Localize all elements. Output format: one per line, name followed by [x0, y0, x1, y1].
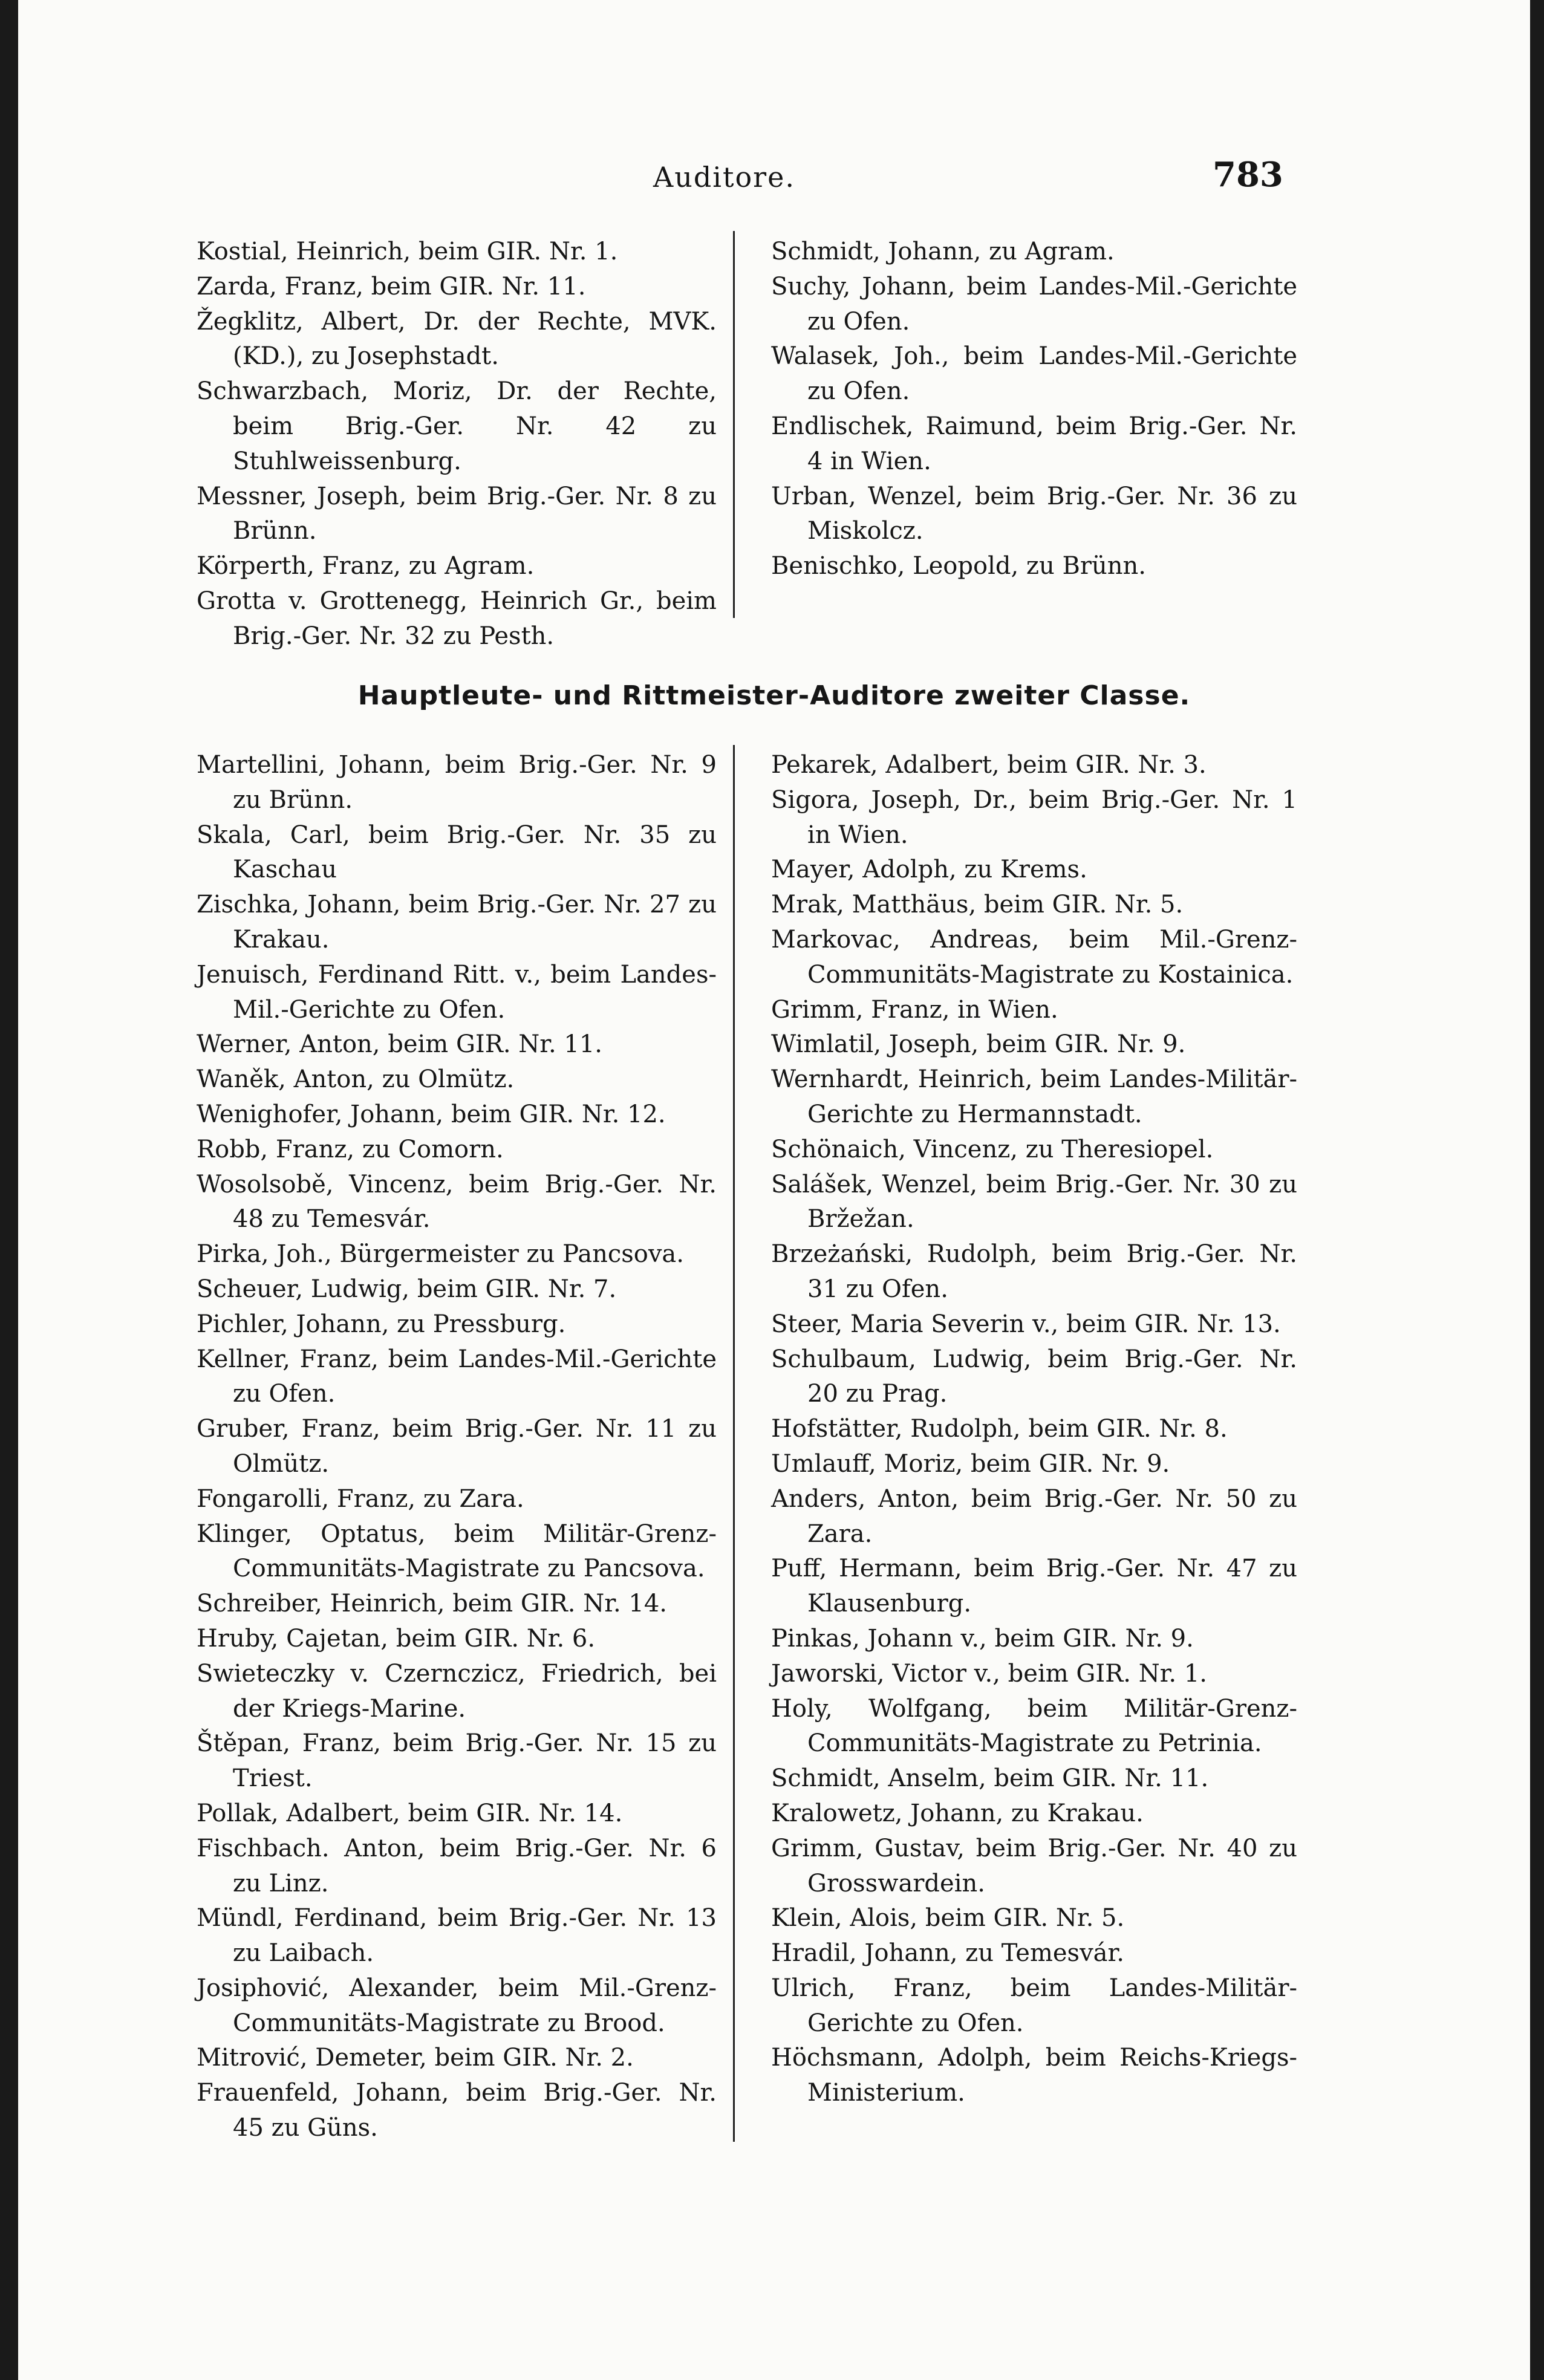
list-entry: Anders, Anton, beim Brig.-Ger. Nr. 50 zu Zara. — [771, 1484, 1297, 1548]
list-entry: Skala, Carl, beim Brig.-Ger. Nr. 35 zu Kaschau — [197, 821, 717, 884]
list-entry: Hruby, Cajetan, beim GIR. Nr. 6. — [197, 1624, 596, 1653]
list-entry: Kralowetz, Johann, zu Krakau. — [771, 1799, 1144, 1827]
list-entry: Salášek, Wenzel, beim Brig.-Ger. Nr. 30 zu Bržežan. — [771, 1170, 1297, 1234]
list-entry: Fischbach. Anton, beim Brig.-Ger. Nr. 6 zu Linz. — [197, 1834, 717, 1897]
bottom-left-column — [197, 748, 717, 2146]
top-left-column — [197, 235, 717, 654]
list-entry: Benischko, Leopold, zu Brünn. — [771, 552, 1146, 580]
running-title: Auditore. — [653, 161, 796, 193]
list-entry: Schönaich, Vincenz, zu Theresiopel. — [771, 1135, 1214, 1163]
top-right-column — [771, 235, 1297, 584]
list-entry: Gruber, Franz, beim Brig.-Ger. Nr. 11 zu Olmütz. — [197, 1415, 717, 1478]
list-entry: Höchsmann, Adolph, beim Reichs-Kriegs-Ministerium. — [771, 2044, 1297, 2107]
list-entry: Mayer, Adolph, zu Krems. — [771, 856, 1087, 884]
list-entry: Mündl, Ferdinand, beim Brig.-Ger. Nr. 13 zu Laibach. — [197, 1904, 717, 1968]
list-entry: Mitrović, Demeter, beim GIR. Nr. 2. — [197, 2044, 634, 2072]
list-entry: Umlauff, Moriz, beim GIR. Nr. 9. — [771, 1449, 1170, 1478]
list-entry: Sigora, Joseph, Dr., beim Brig.-Ger. Nr. 1 in Wien. — [771, 785, 1297, 849]
list-entry: Ulrich, Franz, beim Landes-Militär-Gerichte zu Ofen. — [771, 1974, 1297, 2037]
list-entry: Pirka, Joh., Bürgermeister zu Pancsova. — [197, 1240, 684, 1269]
list-entry: Schreiber, Heinrich, beim GIR. Nr. 14. — [197, 1590, 667, 1618]
column-divider-bottom — [733, 745, 735, 2142]
list-entry: Zarda, Franz, beim GIR. Nr. 11. — [197, 272, 586, 301]
list-entry: Puff, Hermann, beim Brig.-Ger. Nr. 47 zu Klausenburg. — [771, 1555, 1297, 1618]
list-entry: Žegklitz, Albert, Dr. der Rechte, MVK. (KD.), zu Josephstadt. — [197, 307, 717, 371]
list-entry: Štěpan, Franz, beim Brig.-Ger. Nr. 15 zu Triest. — [197, 1729, 717, 1793]
list-entry: Schmidt, Johann, zu Agram. — [771, 238, 1115, 265]
list-entry: Werner, Anton, beim GIR. Nr. 11. — [197, 1030, 603, 1059]
list-entry: Markovac, Andreas, beim Mil.-Grenz-Communitäts-Magistrate zu Kostainica. — [771, 925, 1297, 989]
list-entry: Klinger, Optatus, beim Militär-Grenz-Communitäts-Magistrate zu Pancsova. — [197, 1520, 717, 1583]
list-entry: Brzeżański, Rudolph, beim Brig.-Ger. Nr. 31 zu Ofen. — [771, 1240, 1297, 1303]
list-entry: Suchy, Johann, beim Landes-Mil.-Gerichte zu Ofen. — [771, 272, 1297, 336]
list-entry: Kellner, Franz, beim Landes-Mil.-Gerichte zu Ofen. — [197, 1345, 717, 1408]
list-entry: Wosolsobě, Vincenz, beim Brig.-Ger. Nr. 48 zu Temesvár. — [197, 1170, 717, 1234]
list-entry: Wenighofer, Johann, beim GIR. Nr. 12. — [197, 1100, 666, 1128]
list-entry: Steer, Maria Severin v., beim GIR. Nr. 13. — [771, 1310, 1281, 1338]
bottom-right-column — [771, 748, 1297, 2111]
list-entry: Pinkas, Johann v., beim GIR. Nr. 9. — [771, 1624, 1194, 1653]
list-entry: Urban, Wenzel, beim Brig.-Ger. Nr. 36 zu Miskolcz. — [771, 482, 1297, 545]
list-entry: Fongarolli, Franz, zu Zara. — [197, 1484, 524, 1513]
list-entry: Grimm, Franz, in Wien. — [771, 995, 1058, 1024]
list-entry: Robb, Franz, zu Comorn. — [197, 1135, 504, 1163]
list-entry: Jaworski, Victor v., beim GIR. Nr. 1. — [771, 1659, 1208, 1688]
list-entry: Schulbaum, Ludwig, beim Brig.-Ger. Nr. 20 zu Prag. — [771, 1345, 1297, 1408]
list-entry: Endlischek, Raimund, beim Brig.-Ger. Nr. 4 in Wien. — [771, 412, 1297, 475]
list-entry: Josiphović, Alexander, beim Mil.-Grenz-Communitäts-Magistrate zu Brood. — [197, 1974, 717, 2037]
list-entry: Wernhardt, Heinrich, beim Landes-Militär-Gerichte zu Hermannstadt. — [771, 1065, 1297, 1128]
list-entry: Martellini, Johann, beim Brig.-Ger. Nr. 9 zu Brünn. — [197, 751, 717, 814]
list-entry: Pichler, Johann, zu Pressburg. — [197, 1310, 566, 1338]
list-entry: Waněk, Anton, zu Olmütz. — [197, 1065, 515, 1094]
list-entry: Klein, Alois, beim GIR. Nr. 5. — [771, 1904, 1125, 1933]
page-header — [18, 155, 1530, 203]
list-entry: Schwarzbach, Moriz, Dr. der Rechte, beim Brig.-Ger. Nr. 42 zu Stuhlweissenburg. — [197, 377, 717, 475]
list-entry: Kostial, Heinrich, beim GIR. Nr. 1. — [197, 238, 618, 265]
list-entry: Pollak, Adalbert, beim GIR. Nr. 14. — [197, 1799, 623, 1827]
list-entry: Grimm, Gustav, beim Brig.-Ger. Nr. 40 zu Grosswardein. — [771, 1834, 1297, 1897]
list-entry: Jenuisch, Ferdinand Ritt. v., beim Landes-Mil.-Gerichte zu Ofen. — [197, 960, 717, 1024]
section-heading: Hauptleute- und Rittmeister-Auditore zweiter Classe. — [357, 680, 1191, 711]
list-entry: Frauenfeld, Johann, beim Brig.-Ger. Nr. 45 zu Güns. — [197, 2079, 717, 2142]
list-entry: Hofstätter, Rudolph, beim GIR. Nr. 8. — [771, 1415, 1228, 1443]
list-entry: Holy, Wolfgang, beim Militär-Grenz-Communitäts-Magistrate zu Petrinia. — [771, 1694, 1297, 1758]
list-entry: Wimlatil, Joseph, beim GIR. Nr. 9. — [771, 1030, 1186, 1059]
list-entry: Walasek, Joh., beim Landes-Mil.-Gerichte zu Ofen. — [771, 342, 1297, 406]
list-entry: Swieteczky v. Czernczicz, Friedrich, bei der Kriegs-Marine. — [197, 1659, 717, 1723]
list-entry: Scheuer, Ludwig, beim GIR. Nr. 7. — [197, 1275, 617, 1303]
list-entry: Pekarek, Adalbert, beim GIR. Nr. 3. — [771, 751, 1207, 779]
list-entry: Mrak, Matthäus, beim GIR. Nr. 5. — [771, 891, 1184, 919]
page-number: 783 — [1213, 155, 1283, 195]
list-entry: Messner, Joseph, beim Brig.-Ger. Nr. 8 zu Brünn. — [197, 482, 717, 545]
list-entry: Hradil, Johann, zu Temesvár. — [771, 1939, 1124, 1968]
book-page — [18, 0, 1530, 2380]
list-entry: Schmidt, Anselm, beim GIR. Nr. 11. — [771, 1764, 1209, 1793]
column-divider-top — [733, 231, 735, 618]
list-entry: Grotta v. Grottenegg, Heinrich Gr., beim Brig.-Ger. Nr. 32 zu Pesth. — [197, 587, 717, 650]
list-entry: Körperth, Franz, zu Agram. — [197, 552, 535, 580]
list-entry: Zischka, Johann, beim Brig.-Ger. Nr. 27 zu Krakau. — [197, 891, 717, 954]
